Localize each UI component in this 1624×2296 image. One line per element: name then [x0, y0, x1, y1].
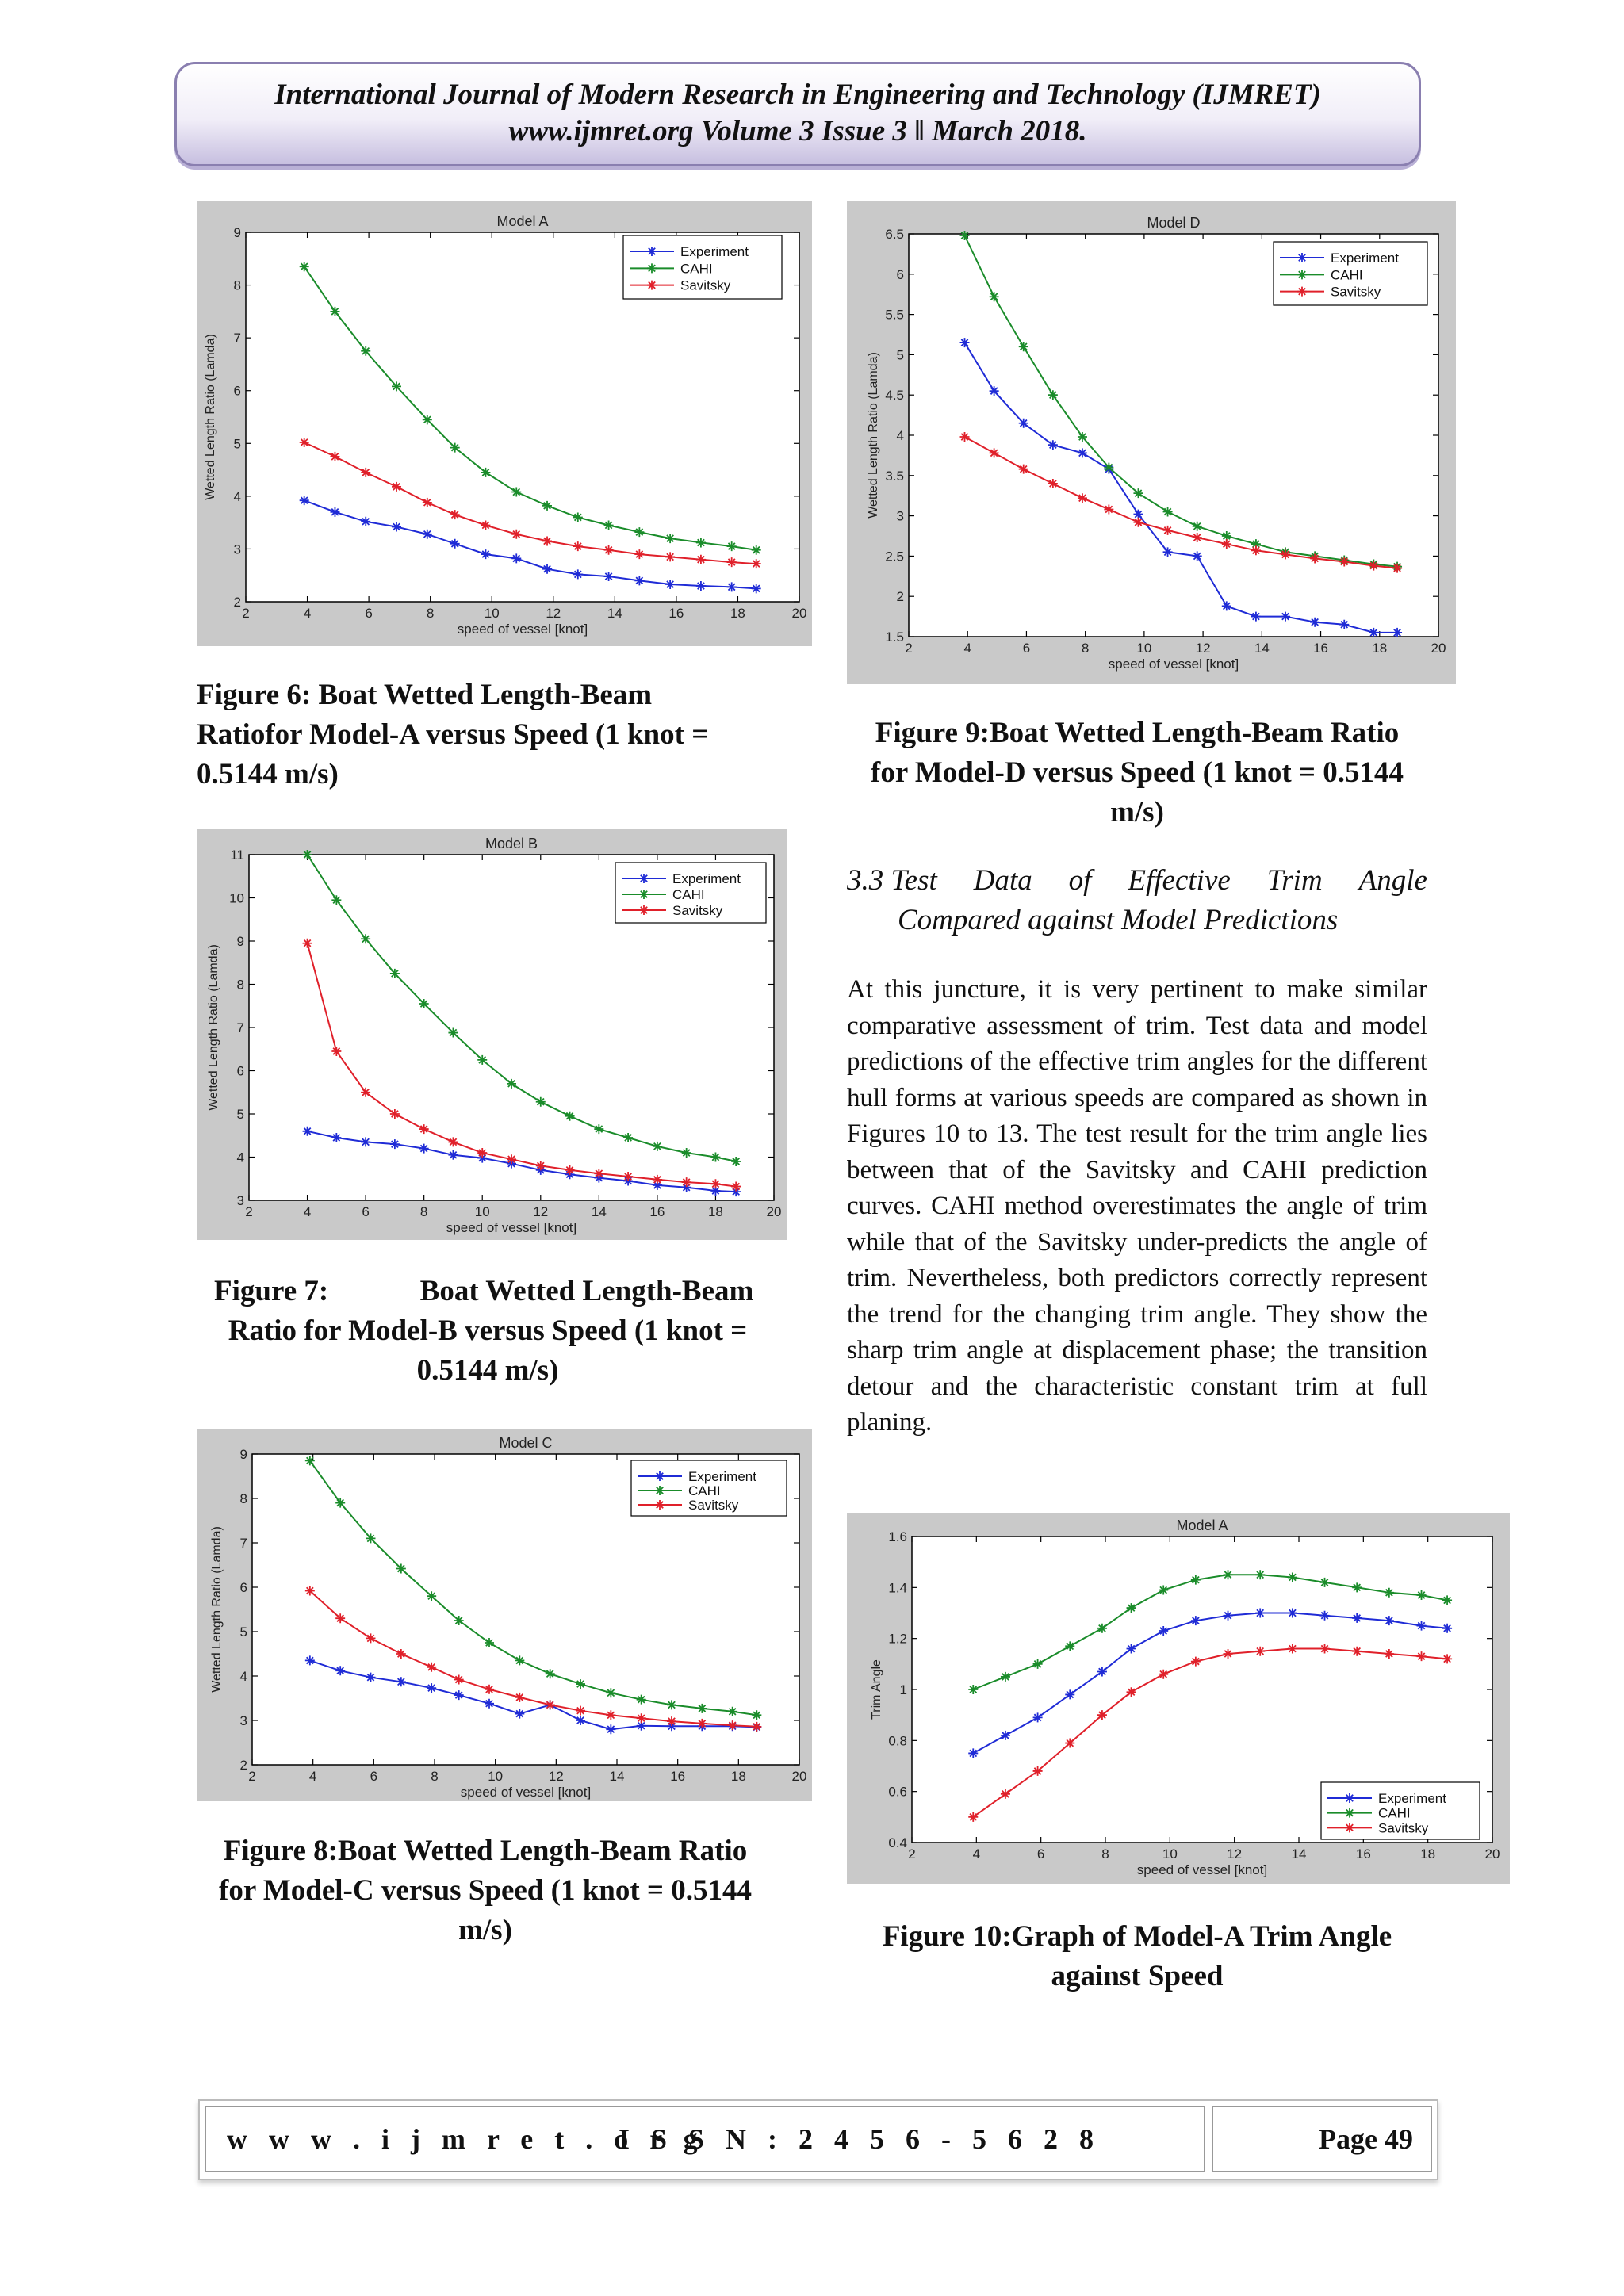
- legend-label: Experiment: [688, 1469, 756, 1484]
- data-point-cahi: [1191, 1575, 1201, 1585]
- data-point-cahi: [1320, 1578, 1330, 1587]
- data-point-cahi: [1288, 1572, 1297, 1582]
- figure-7-caption: [214, 1272, 769, 1387]
- data-point-cahi: [1033, 1659, 1043, 1669]
- y-tick-label: 6: [236, 1063, 244, 1079]
- y-tick-label: 7: [236, 1020, 244, 1035]
- x-tick-label: 12: [533, 1204, 549, 1219]
- x-tick-label: 20: [766, 1204, 782, 1219]
- x-tick-label: 12: [546, 606, 561, 621]
- y-tick-label: 0.6: [888, 1784, 907, 1800]
- footer-website: w w w . i j m r e t . o r g: [227, 2123, 705, 2155]
- data-point-savitsky: [305, 1586, 315, 1595]
- x-tick-label: 16: [1355, 1846, 1371, 1862]
- data-point-savitsky: [1159, 1670, 1168, 1679]
- legend-marker: [639, 905, 649, 915]
- chart-title: Model C: [499, 1435, 553, 1451]
- data-point-savitsky: [731, 1182, 741, 1192]
- x-tick-label: 4: [303, 606, 312, 621]
- data-point-cahi: [731, 1157, 741, 1166]
- x-tick-label: 8: [1081, 641, 1090, 656]
- data-point-savitsky: [1163, 526, 1173, 535]
- data-point-cahi: [1352, 1582, 1362, 1592]
- x-tick-label: 6: [1036, 1846, 1045, 1862]
- data-point-experiment: [1163, 547, 1173, 557]
- legend-marker: [1297, 253, 1307, 262]
- y-tick-label: 3.5: [885, 468, 904, 484]
- data-point-cahi: [1442, 1595, 1452, 1605]
- chart-model-c: [197, 1429, 812, 1801]
- legend-label: Savitsky: [1331, 284, 1381, 300]
- data-point-cahi: [485, 1638, 494, 1647]
- data-point-savitsky: [1191, 1657, 1201, 1667]
- y-tick-label: 1.2: [888, 1631, 907, 1647]
- data-point-savitsky: [1281, 549, 1290, 559]
- y-tick-label: 4: [896, 428, 904, 443]
- data-point-experiment: [1288, 1609, 1297, 1618]
- legend-marker: [655, 1471, 665, 1481]
- legend-marker: [1297, 287, 1307, 297]
- data-point-savitsky: [1392, 564, 1402, 573]
- chart-title: Model B: [485, 836, 538, 851]
- figure-9-caption-text: Figure 9:Boat Wetted Length-Beam Ratio for Model-D versus Speed (1 knot = 0.5144 m/s): [871, 717, 1404, 828]
- data-point-cahi: [594, 1124, 603, 1134]
- data-point-cahi: [1224, 1570, 1233, 1579]
- data-point-experiment: [1065, 1689, 1074, 1699]
- data-point-cahi: [477, 1055, 487, 1065]
- x-tick-label: 2: [242, 606, 250, 621]
- data-point-experiment: [1078, 448, 1087, 457]
- legend-label: Experiment: [1331, 251, 1399, 266]
- section-heading-word: Data: [973, 864, 1032, 897]
- section-heading-line-1: [847, 861, 1427, 901]
- chart-title: Model D: [1147, 215, 1201, 231]
- chart-title: Model A: [496, 213, 549, 229]
- figure-6-caption: [197, 675, 752, 794]
- data-point-savitsky: [396, 1649, 406, 1659]
- journal-header: [174, 62, 1421, 166]
- data-point-experiment: [335, 1666, 345, 1675]
- data-point-savitsky: [536, 1161, 546, 1170]
- data-point-savitsky: [390, 1109, 400, 1119]
- legend-label: Savitsky: [1378, 1820, 1429, 1836]
- x-tick-label: 6: [362, 1204, 370, 1219]
- y-tick-label: 3: [233, 541, 241, 557]
- data-point-savitsky: [960, 432, 970, 442]
- x-tick-label: 4: [303, 1204, 312, 1219]
- data-point-experiment: [960, 338, 970, 347]
- data-point-experiment: [1352, 1613, 1362, 1623]
- chart-model-b: [197, 829, 787, 1240]
- data-point-savitsky: [1097, 1710, 1107, 1720]
- legend-marker: [1297, 270, 1307, 279]
- data-point-experiment: [1097, 1667, 1107, 1676]
- chart-legend: [1321, 1782, 1480, 1839]
- y-tick-label: 3: [896, 508, 904, 524]
- chart-trim-model-a: [847, 1513, 1510, 1884]
- y-tick-label: 1: [899, 1682, 907, 1697]
- x-tick-label: 2: [245, 1204, 253, 1219]
- figure-7-label: Figure 7:: [214, 1275, 329, 1307]
- x-tick-label: 16: [1313, 641, 1329, 656]
- data-point-savitsky: [1255, 1647, 1265, 1656]
- y-tick-label: 4: [236, 1150, 244, 1165]
- y-tick-label: 9: [239, 1447, 247, 1462]
- y-tick-label: 9: [233, 225, 241, 240]
- journal-title: International Journal of Modern Research in Engineering and Technology (IJMRET): [274, 78, 1321, 111]
- page-footer: [198, 2099, 1438, 2180]
- x-tick-label: 18: [730, 606, 745, 621]
- legend-label: CAHI: [680, 261, 713, 277]
- y-tick-label: 6: [896, 266, 904, 282]
- data-point-cahi: [710, 1153, 720, 1162]
- legend-label: Savitsky: [680, 277, 731, 293]
- section-heading-word: Effective: [1128, 864, 1231, 897]
- legend-label: CAHI: [1331, 267, 1363, 283]
- figure-6-chart: [197, 201, 812, 646]
- legend-label: Experiment: [1378, 1791, 1446, 1806]
- y-tick-label: 9: [236, 934, 244, 949]
- data-point-savitsky: [1078, 493, 1087, 503]
- data-point-experiment: [1339, 620, 1349, 629]
- x-tick-label: 14: [591, 1204, 607, 1219]
- y-tick-label: 0.4: [888, 1835, 907, 1850]
- legend-label: Savitsky: [688, 1498, 739, 1513]
- x-tick-label: 8: [431, 1769, 439, 1784]
- chart-legend: [623, 235, 782, 299]
- legend-label: Experiment: [680, 244, 749, 259]
- data-point-savitsky: [594, 1169, 603, 1178]
- data-point-cahi: [1127, 1603, 1136, 1613]
- y-tick-label: 5: [896, 347, 904, 363]
- x-tick-label: 16: [670, 1769, 686, 1784]
- y-tick-label: 2: [239, 1758, 247, 1773]
- x-tick-label: 20: [791, 1769, 807, 1784]
- body-paragraph: At this juncture, it is very pertinent to make similar comparative assessment of trim. Test data and model predictions of the effective trim angles for the different hull forms at various speeds are compared as shown in Figures 10 to 13. The test result for the trim angle lies between that of the Savitsky and CAHI prediction curves. CAHI method overestimates the angle of trim while that of the Savitsky under-predicts the angle of trim. Nevertheless, both predictors correctly represent the trend for the changing trim angle. They show the sharp trim angle at displacement phase; the transition detour and the characteristic constant trim at full planing.: [847, 975, 1427, 1437]
- y-tick-label: 2: [233, 595, 241, 610]
- y-tick-label: 0.8: [888, 1733, 907, 1749]
- data-point-cahi: [396, 1563, 406, 1573]
- x-tick-label: 8: [1101, 1846, 1109, 1862]
- y-tick-label: 3: [239, 1713, 247, 1728]
- data-point-savitsky: [303, 939, 312, 948]
- figure-6-caption-text: Figure 6: Boat Wetted Length-Beam Ratiofor Model-A versus Speed (1 knot = 0.5144 m/s): [197, 679, 709, 790]
- y-tick-label: 8: [239, 1491, 247, 1506]
- y-tick-label: 7: [239, 1536, 247, 1551]
- x-tick-label: 6: [365, 606, 373, 621]
- data-point-experiment: [1417, 1621, 1427, 1631]
- data-point-experiment: [1033, 1712, 1043, 1722]
- legend-marker: [655, 1486, 665, 1495]
- chart-legend: [1274, 242, 1427, 305]
- y-tick-label: 6: [233, 383, 241, 399]
- legend-marker: [639, 874, 649, 883]
- chart-model-d: [847, 201, 1456, 684]
- figure-7-caption-text: Boat Wetted Length-Beam Ratio for Model-B versus Speed (1 knot = 0.5144 m/s): [228, 1275, 754, 1387]
- figure-8-chart: [197, 1429, 812, 1801]
- x-tick-label: 14: [609, 1769, 625, 1784]
- data-point-cahi: [507, 1079, 516, 1089]
- data-point-cahi: [390, 969, 400, 978]
- data-point-savitsky: [1001, 1789, 1010, 1799]
- y-tick-label: 2.5: [885, 549, 904, 564]
- y-tick-label: 1.4: [888, 1580, 907, 1596]
- x-axis-label: speed of vessel [knot]: [460, 1785, 592, 1800]
- x-axis-label: speed of vessel [knot]: [1108, 656, 1239, 672]
- data-point-savitsky: [1320, 1644, 1330, 1654]
- y-axis-label: Wetted Length Ratio (Lamda): [867, 352, 880, 519]
- data-point-experiment: [990, 386, 999, 396]
- x-tick-label: 10: [1162, 1846, 1178, 1862]
- legend-label: CAHI: [672, 887, 705, 902]
- legend-marker: [1345, 1793, 1354, 1803]
- x-tick-label: 16: [649, 1204, 665, 1219]
- data-point-savitsky: [710, 1179, 720, 1188]
- data-point-cahi: [303, 850, 312, 859]
- y-tick-label: 5: [233, 436, 241, 452]
- y-tick-label: 5: [236, 1107, 244, 1122]
- x-tick-label: 4: [963, 641, 971, 656]
- data-point-experiment: [1392, 628, 1402, 637]
- figure-10-chart: [847, 1513, 1510, 1884]
- y-tick-label: 8: [236, 977, 244, 993]
- x-tick-label: 14: [607, 606, 622, 621]
- data-point-savitsky: [1417, 1651, 1427, 1661]
- y-tick-label: 3: [236, 1193, 244, 1208]
- x-tick-label: 6: [1022, 641, 1031, 656]
- data-point-savitsky: [1033, 1766, 1043, 1776]
- y-tick-label: 1.5: [885, 629, 904, 645]
- x-tick-label: 2: [905, 641, 913, 656]
- section-heading-word: of: [1068, 864, 1092, 897]
- data-point-cahi: [1065, 1641, 1074, 1651]
- data-point-savitsky: [511, 530, 521, 539]
- x-tick-label: 6: [370, 1769, 378, 1784]
- x-tick-label: 20: [1431, 641, 1446, 656]
- y-axis-label: Wetted Length Ratio (Lamda): [210, 1526, 224, 1693]
- figure-7-caption-row: [214, 1272, 769, 1387]
- x-tick-label: 14: [1291, 1846, 1307, 1862]
- footer-page-number: Page 49: [1212, 2106, 1432, 2172]
- x-tick-label: 16: [668, 606, 684, 621]
- y-tick-label: 11: [230, 848, 244, 863]
- data-point-cahi: [1255, 1570, 1265, 1579]
- x-tick-label: 8: [419, 1204, 428, 1219]
- data-point-cahi: [1159, 1586, 1168, 1595]
- data-point-cahi: [968, 1685, 978, 1694]
- data-point-experiment: [1320, 1611, 1330, 1621]
- y-axis-label: Wetted Length Ratio (Lamda): [207, 944, 220, 1111]
- data-point-cahi: [1097, 1624, 1107, 1633]
- legend-marker: [1345, 1808, 1354, 1818]
- data-point-cahi: [361, 934, 370, 943]
- y-tick-label: 4: [233, 488, 241, 504]
- figure-10-caption-text: Figure 10:Graph of Model-A Trim Angle against Speed: [882, 1920, 1392, 1992]
- y-tick-label: 4.5: [885, 388, 904, 404]
- data-point-experiment: [1224, 1611, 1233, 1621]
- section-heading: [847, 861, 1427, 940]
- figure-9-caption: [860, 714, 1415, 832]
- data-point-savitsky: [1352, 1647, 1362, 1656]
- x-tick-label: 10: [474, 1204, 490, 1219]
- x-tick-label: 18: [730, 1769, 746, 1784]
- data-point-savitsky: [1442, 1654, 1452, 1663]
- x-tick-label: 20: [1484, 1846, 1500, 1862]
- legend-marker: [639, 890, 649, 899]
- y-tick-label: 1.6: [888, 1529, 907, 1544]
- chart-legend: [631, 1460, 787, 1516]
- chart-title: Model A: [1176, 1517, 1228, 1533]
- x-tick-label: 10: [488, 1769, 504, 1784]
- y-axis-label: Wetted Length Ratio (Lamda): [204, 334, 217, 500]
- x-tick-label: 12: [548, 1769, 564, 1784]
- chart-legend: [615, 863, 766, 923]
- y-tick-label: 7: [233, 331, 241, 346]
- x-tick-label: 12: [1227, 1846, 1243, 1862]
- y-tick-label: 6.5: [885, 227, 904, 242]
- data-point-experiment: [576, 1716, 585, 1725]
- y-tick-label: 10: [229, 890, 244, 906]
- x-axis-label: speed of vessel [knot]: [1136, 1862, 1268, 1877]
- data-point-cahi: [565, 1112, 575, 1121]
- x-tick-label: 2: [248, 1769, 256, 1784]
- data-point-savitsky: [485, 1685, 494, 1694]
- footer-issn: I S S N : 2 4 5 6 - 5 6 2 8: [619, 2123, 1101, 2155]
- y-tick-label: 6: [239, 1580, 247, 1595]
- y-tick-label: 5: [239, 1624, 247, 1640]
- data-point-experiment: [1442, 1624, 1452, 1633]
- legend-marker: [1345, 1823, 1354, 1832]
- data-point-experiment: [485, 1699, 494, 1709]
- data-point-cahi: [1163, 507, 1173, 517]
- data-point-experiment: [1281, 612, 1290, 622]
- legend-label: Savitsky: [672, 903, 723, 918]
- data-point-experiment: [331, 1133, 341, 1142]
- x-tick-label: 4: [972, 1846, 981, 1862]
- legend-label: Experiment: [672, 871, 741, 886]
- data-point-experiment: [390, 1139, 400, 1149]
- journal-issue-line: www.ijmret.org Volume 3 Issue 3 ǁ March 2018.: [508, 115, 1087, 147]
- y-tick-label: 2: [896, 589, 904, 605]
- legend-label: CAHI: [1378, 1805, 1411, 1821]
- data-point-experiment: [396, 1677, 406, 1686]
- data-point-cahi: [653, 1142, 662, 1151]
- data-point-savitsky: [331, 1047, 341, 1056]
- y-tick-label: 5.5: [885, 307, 904, 323]
- x-tick-label: 18: [1372, 641, 1388, 656]
- x-axis-label: speed of vessel [knot]: [457, 622, 588, 637]
- x-tick-label: 14: [1254, 641, 1270, 656]
- x-tick-label: 4: [308, 1769, 317, 1784]
- data-point-savitsky: [361, 1088, 370, 1097]
- x-tick-label: 18: [707, 1204, 723, 1219]
- x-tick-label: 18: [1420, 1846, 1436, 1862]
- chart-model-a: [197, 201, 812, 646]
- x-tick-label: 2: [908, 1846, 916, 1862]
- figure-7-chart: [197, 829, 787, 1240]
- data-point-cahi: [1133, 488, 1143, 498]
- data-point-savitsky: [565, 1165, 575, 1175]
- data-point-cahi: [960, 231, 970, 240]
- data-point-cahi: [366, 1533, 376, 1543]
- data-point-savitsky: [1310, 553, 1320, 563]
- data-point-experiment: [1255, 1609, 1265, 1618]
- y-tick-label: 8: [233, 277, 241, 293]
- y-tick-label: 4: [239, 1669, 247, 1684]
- data-point-experiment: [448, 1150, 458, 1160]
- section-heading-line-2: Compared against Model Predictions: [898, 904, 1339, 936]
- x-axis-label: speed of vessel [knot]: [446, 1220, 577, 1235]
- x-tick-label: 10: [484, 606, 500, 621]
- figure-8-caption-text: Figure 8:Boat Wetted Length-Beam Ratio for Model-C versus Speed (1 knot = 0.5144 m/s): [219, 1835, 752, 1946]
- legend-marker: [655, 1500, 665, 1510]
- footer-left-box: [205, 2106, 1205, 2172]
- data-point-cahi: [1078, 432, 1087, 442]
- y-axis-label: Trim Angle: [870, 1659, 883, 1720]
- x-tick-label: 8: [426, 606, 435, 621]
- section-heading-word: Angle: [1358, 864, 1427, 897]
- figure-9-chart: [847, 201, 1456, 684]
- data-point-cahi: [1417, 1590, 1427, 1600]
- data-point-cahi: [1001, 1672, 1010, 1682]
- x-tick-label: 10: [1136, 641, 1152, 656]
- data-point-savitsky: [507, 1154, 516, 1164]
- figure-10-caption: [860, 1917, 1415, 1996]
- data-point-savitsky: [1133, 518, 1143, 527]
- x-tick-label: 12: [1195, 641, 1211, 656]
- section-heading-word: 3.3 Test: [847, 864, 937, 897]
- data-point-cahi: [536, 1097, 546, 1107]
- section-heading-word: Trim: [1266, 864, 1323, 897]
- figure-8-caption: [208, 1831, 763, 1950]
- legend-label: CAHI: [688, 1483, 721, 1498]
- x-tick-label: 20: [791, 606, 807, 621]
